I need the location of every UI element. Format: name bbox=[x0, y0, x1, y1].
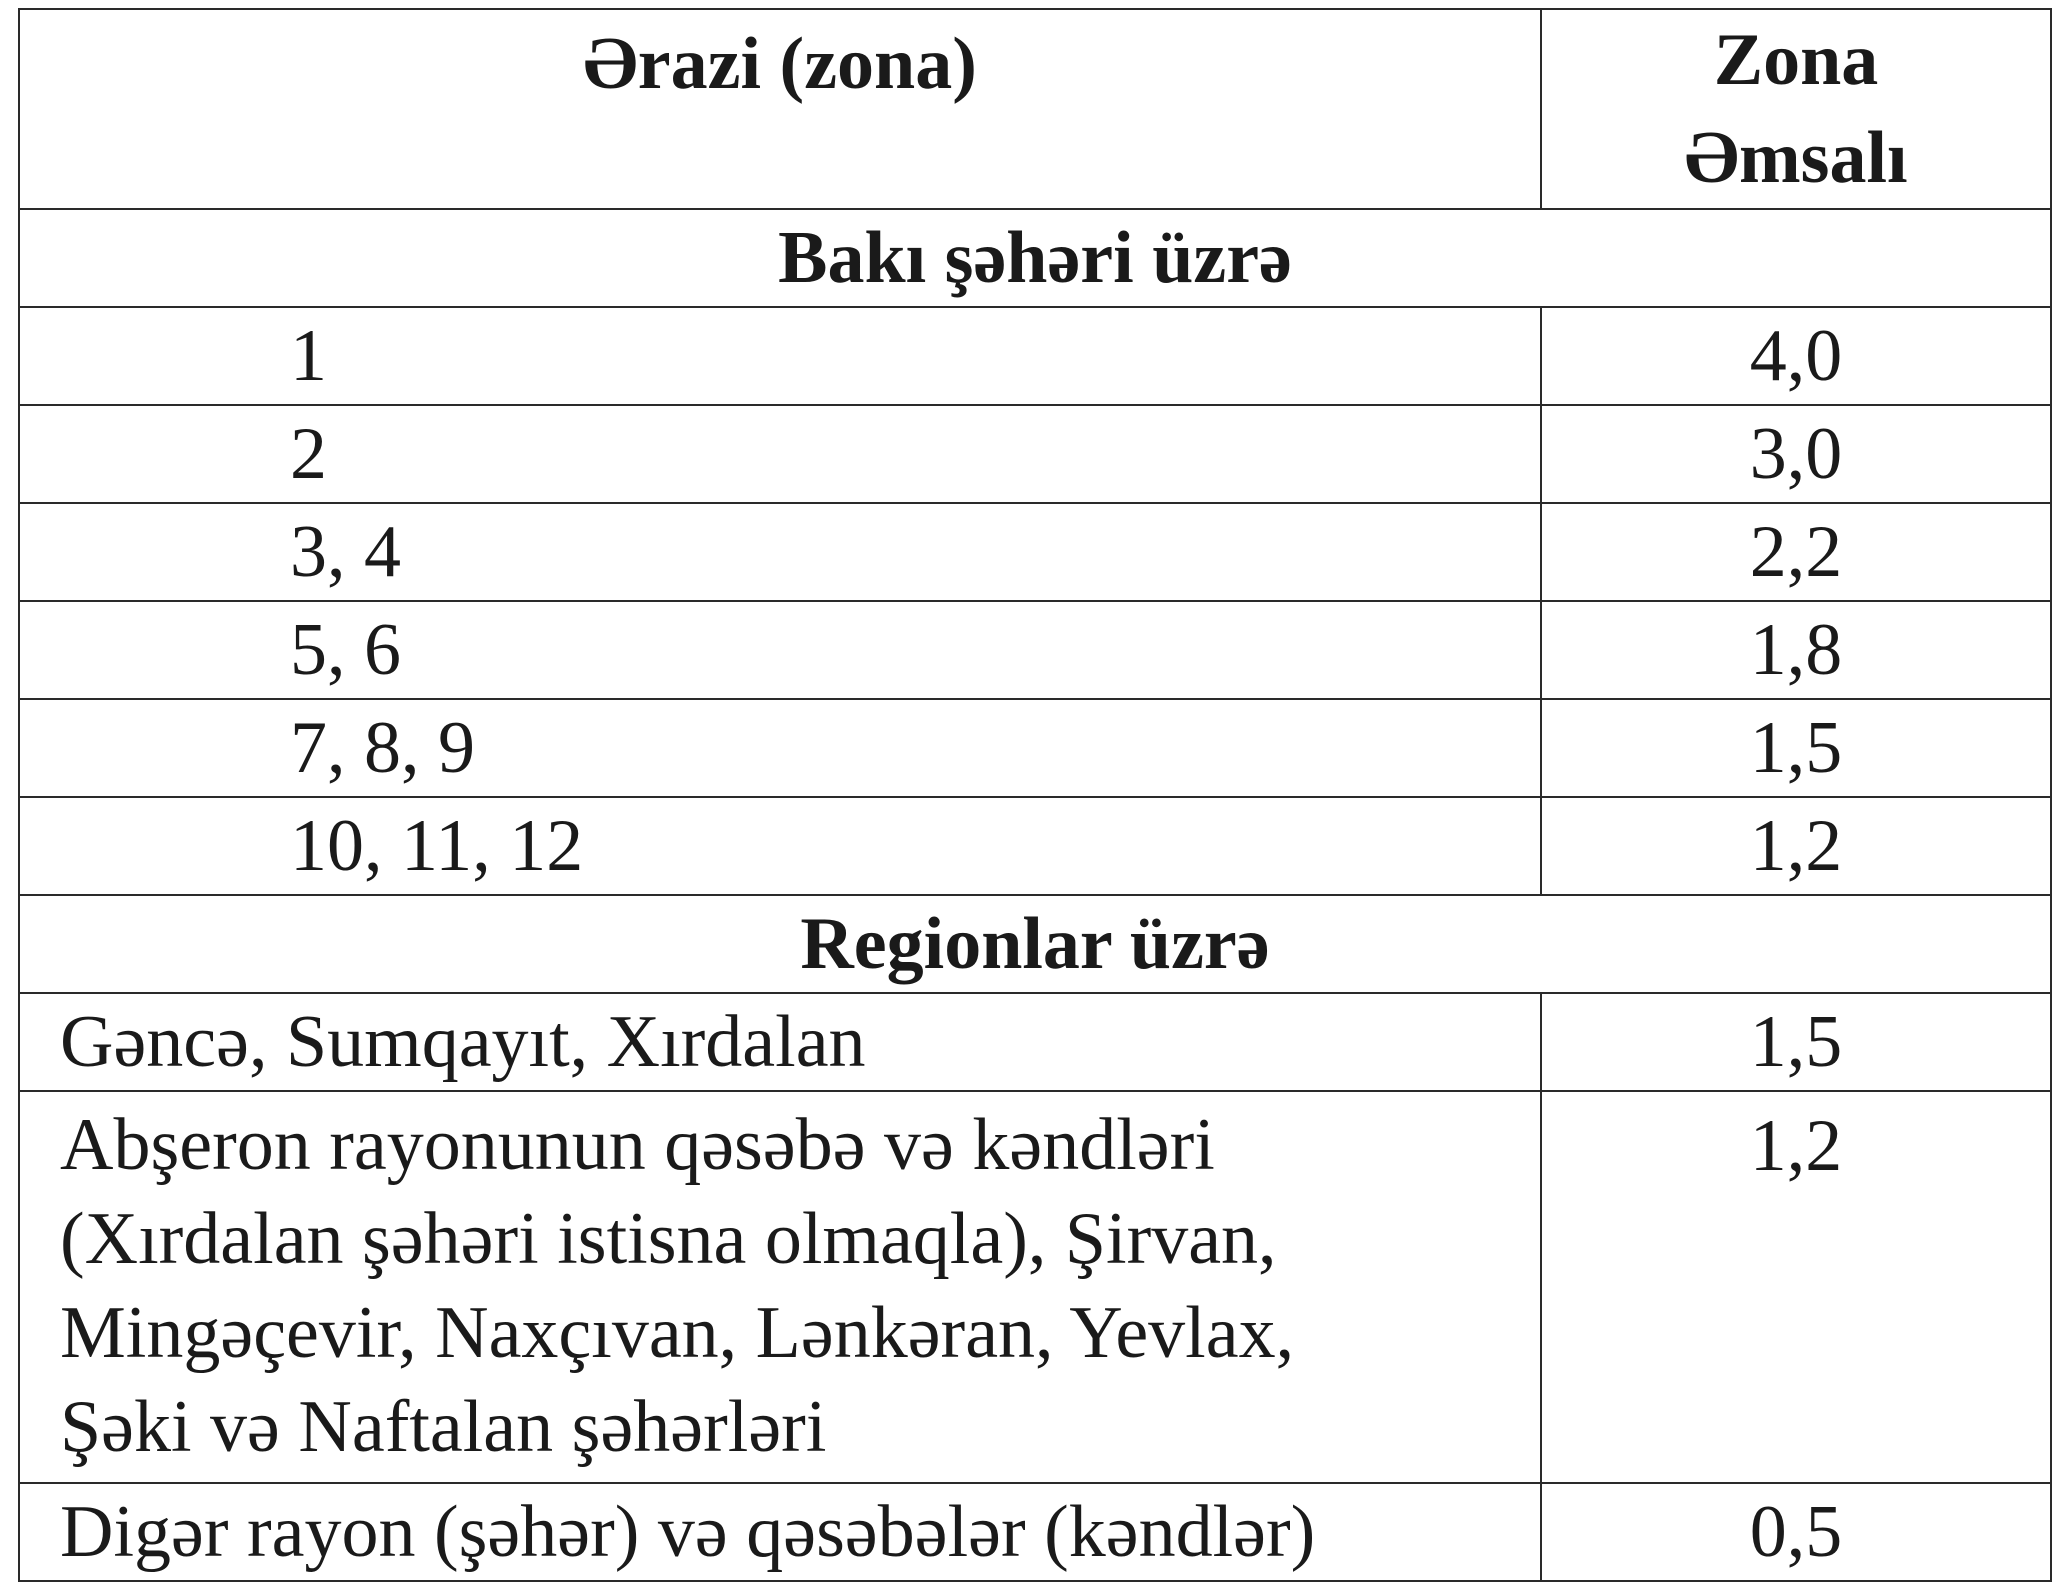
header-coefficient bbox=[1541, 9, 2051, 209]
section-title-baku: Bakı şəhəri üzrə bbox=[19, 209, 2051, 307]
zone-line: Mingəçevir, Naxçıvan, Lənkəran, Yevlax, bbox=[60, 1292, 1295, 1374]
section-row-regions bbox=[19, 895, 2051, 993]
table-row bbox=[19, 699, 2051, 797]
zone-cell: Gəncə, Sumqayıt, Xırdalan bbox=[19, 993, 1541, 1091]
coefficient-cell: 1,2 bbox=[1541, 1091, 2051, 1483]
table-row bbox=[19, 1091, 2051, 1483]
zone-cell: 5, 6 bbox=[19, 601, 1541, 699]
coefficient-cell: 1,5 bbox=[1541, 993, 2051, 1091]
header-zone: Ərazi (zona) bbox=[19, 9, 1541, 209]
coefficient-cell: 1,5 bbox=[1541, 699, 2051, 797]
table-header-row bbox=[19, 9, 2051, 209]
zone-line: Abşeron rayonunun qəsəbə və kəndləri bbox=[60, 1104, 1215, 1186]
coefficient-cell: 2,2 bbox=[1541, 503, 2051, 601]
zone-cell: 3, 4 bbox=[19, 503, 1541, 601]
header-coefficient-line2: Əmsalı bbox=[1684, 117, 1908, 199]
section-title-regions: Regionlar üzrə bbox=[19, 895, 2051, 993]
zone-line: Şəki və Naftalan şəhərləri bbox=[60, 1386, 827, 1468]
header-coefficient-line1: Zona bbox=[1713, 19, 1879, 101]
table-row bbox=[19, 993, 2051, 1091]
zone-cell: Digər rayon (şəhər) və qəsəbələr (kəndlər) bbox=[19, 1483, 1541, 1581]
table-row bbox=[19, 405, 2051, 503]
table-row bbox=[19, 503, 2051, 601]
table-row bbox=[19, 797, 2051, 895]
table-row bbox=[19, 1483, 2051, 1581]
zone-coefficient-table bbox=[18, 8, 2052, 1582]
coefficient-cell: 4,0 bbox=[1541, 307, 2051, 405]
coefficient-cell: 1,2 bbox=[1541, 797, 2051, 895]
coefficient-cell: 0,5 bbox=[1541, 1483, 2051, 1581]
section-row-baku bbox=[19, 209, 2051, 307]
zone-cell: 1 bbox=[19, 307, 1541, 405]
coefficient-cell: 1,8 bbox=[1541, 601, 2051, 699]
table-row bbox=[19, 601, 2051, 699]
table-row bbox=[19, 307, 2051, 405]
zone-cell: 10, 11, 12 bbox=[19, 797, 1541, 895]
zone-cell bbox=[19, 1091, 1541, 1483]
zone-cell: 2 bbox=[19, 405, 1541, 503]
zone-line: (Xırdalan şəhəri istisna olmaqla), Şirvan, bbox=[60, 1198, 1277, 1280]
coefficient-cell: 3,0 bbox=[1541, 405, 2051, 503]
zone-cell: 7, 8, 9 bbox=[19, 699, 1541, 797]
